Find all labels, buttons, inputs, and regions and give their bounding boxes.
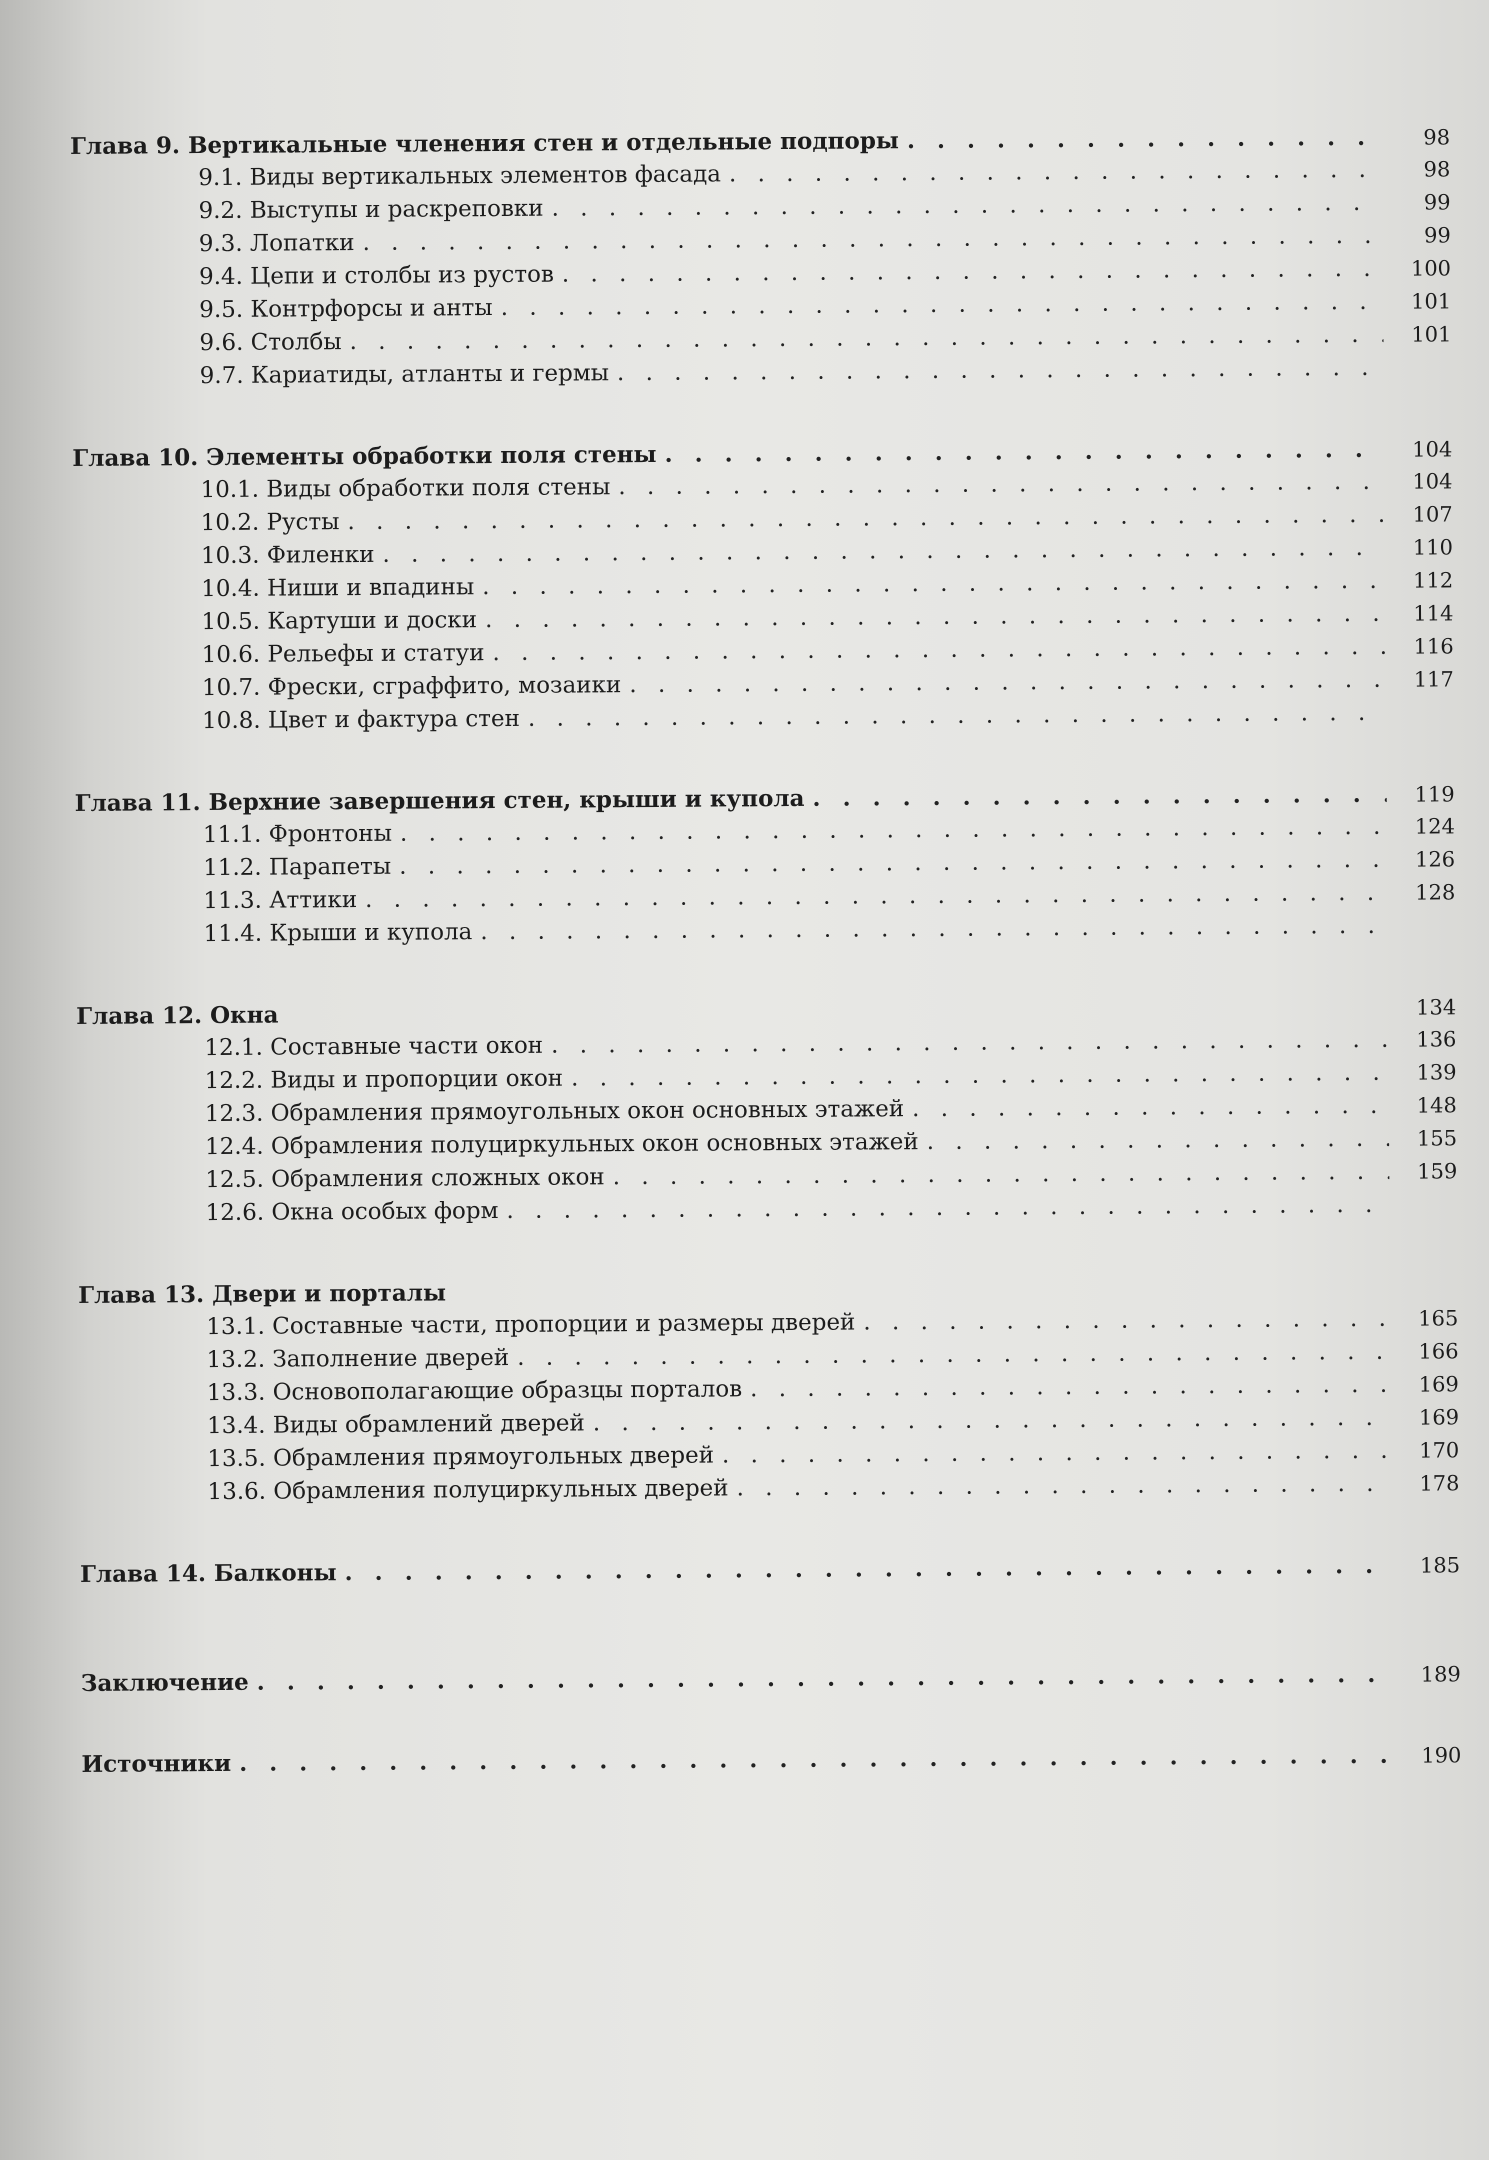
entry-label: 10.7. Фрески, сграффито, мозаики	[201, 672, 622, 702]
dot-leader	[344, 1549, 1392, 1589]
dot-leader	[239, 1739, 1393, 1780]
page-number: 124	[1414, 814, 1455, 839]
dot-leader	[629, 664, 1386, 702]
chapter-heading	[80, 1548, 1460, 1591]
chapter-title: Заключение	[80, 1668, 249, 1697]
dot-leader	[613, 1156, 1390, 1194]
dot-leader	[812, 778, 1386, 815]
entry-label: 9.4. Цепи и столбы из рустов	[198, 261, 554, 291]
chapter-14	[80, 1548, 1460, 1591]
page-number: 101	[1411, 289, 1452, 314]
dot-leader	[722, 1435, 1391, 1473]
page-number: 117	[1413, 667, 1454, 692]
chapter-title: Глава 14. Балконы	[79, 1559, 337, 1588]
page-number: 116	[1413, 634, 1454, 659]
page-number: 148	[1416, 1093, 1457, 1118]
dot-leader	[907, 121, 1382, 157]
page-number: 107	[1412, 502, 1453, 527]
entry-label: 13.6. Обрамления полуциркульных дверей	[207, 1475, 729, 1506]
entry-label: 11.3. Аттики	[203, 887, 358, 915]
page-number: 185	[1419, 1553, 1461, 1578]
dot-leader	[617, 352, 1384, 390]
page-number: 112	[1413, 568, 1454, 593]
page-number: 114	[1413, 601, 1454, 626]
chapter-11	[75, 777, 1456, 952]
page-number: 98	[1423, 125, 1451, 150]
table-of-contents	[70, 120, 1462, 1829]
page-number: 169	[1418, 1405, 1460, 1430]
entry-label: 9.2. Выступы и раскреповки	[198, 195, 544, 225]
chapter-title: Глава 11. Верхние завершения стен, крыши и купола	[74, 784, 805, 817]
page-number: 104	[1412, 437, 1453, 462]
chapter-title: Глава 13. Двери и порталы	[78, 1279, 447, 1309]
entry-label: 9.3. Лопатки	[198, 230, 355, 258]
page-number: 98	[1423, 157, 1451, 182]
page-number: 155	[1416, 1126, 1458, 1151]
page-number: 170	[1419, 1438, 1460, 1463]
entry-label: 12.5. Обрамления сложных окон	[205, 1164, 605, 1194]
entry-label: 13.4. Виды обрамлений дверей	[206, 1410, 585, 1440]
page-number: 134	[1415, 995, 1457, 1020]
entry-label: 9.1. Виды вертикальных элементов фасада	[198, 161, 722, 192]
dot-leader	[863, 1303, 1390, 1340]
page-number: 104	[1412, 469, 1453, 494]
entry-label: 11.2. Парапеты	[203, 853, 392, 882]
page-number: 126	[1414, 847, 1456, 872]
entry-label: 11.4. Крыши и купола	[203, 919, 473, 948]
entry-label: 12.3. Обрамления прямоугольных окон основных этажей	[204, 1096, 905, 1128]
chapter-13	[78, 1269, 1460, 1510]
page-number: 101	[1411, 322, 1452, 347]
dot-leader	[593, 1402, 1391, 1441]
dot-leader	[664, 433, 1384, 471]
page-number: 128	[1415, 880, 1456, 905]
page-number: 166	[1418, 1339, 1459, 1364]
entry-label: 9.5. Контрфорсы и анты	[199, 295, 493, 324]
entry-label: 10.2. Русты	[200, 509, 340, 537]
dot-leader	[528, 697, 1386, 736]
page-number: 99	[1423, 223, 1451, 248]
dot-leader	[257, 1658, 1393, 1699]
chapter-heading	[81, 1738, 1461, 1781]
chapter-title: Источники	[81, 1749, 232, 1778]
entry-label: 10.5. Картуши и доски	[201, 607, 478, 636]
entry-label: 12.6. Окна особых форм	[205, 1198, 499, 1227]
page-number: 100	[1410, 256, 1452, 281]
entry-label: 13.3. Основополагающие образцы порталов	[206, 1376, 743, 1407]
entry-label: 12.4. Обрамления полуциркульных окон основных этажей	[205, 1129, 919, 1161]
dot-leader	[618, 466, 1384, 504]
dot-leader	[480, 910, 1387, 949]
entry-label: 12.2. Виды и пропорции окон	[204, 1065, 564, 1095]
page-number: 159	[1417, 1159, 1458, 1184]
entry-label: 9.7. Кариатиды, атланты и гермы	[199, 360, 610, 390]
chapter-10	[72, 432, 1454, 739]
dot-leader	[729, 154, 1383, 192]
page-number: 169	[1418, 1372, 1459, 1397]
page-number: 189	[1420, 1662, 1461, 1687]
chapter-12	[76, 990, 1458, 1231]
page-number: 165	[1418, 1306, 1459, 1331]
page-number: 110	[1412, 535, 1454, 560]
entry-label: 10.8. Цвет и фактура стен	[202, 705, 520, 735]
entry-label: 13.1. Составные части, пропорции и размеры дверей	[206, 1309, 856, 1341]
dot-leader	[750, 1369, 1391, 1406]
entry-label: 10.1. Виды обработки поля стены	[200, 474, 611, 504]
dot-leader	[506, 1189, 1389, 1228]
chapter-title: Глава 9. Вертикальные членения стен и отдельные подпоры	[70, 127, 900, 160]
page-number: 99	[1423, 190, 1451, 215]
entry-label: 10.4. Ниши и впадины	[201, 574, 475, 603]
chapter-title: Глава 12. Окна	[76, 1001, 279, 1030]
entry-label: 11.1. Фронтоны	[202, 820, 393, 849]
dot-leader	[927, 1123, 1390, 1159]
entry-label: 13.5. Обрамления прямоугольных дверей	[207, 1442, 715, 1473]
chapter-9	[70, 120, 1452, 394]
page-number: 136	[1416, 1027, 1457, 1052]
entry-label: 9.6. Столбы	[199, 329, 342, 357]
dot-leader	[912, 1090, 1389, 1126]
page-number: 178	[1419, 1471, 1460, 1496]
chapter-title: Глава 10. Элементы обработки поля стены	[72, 440, 657, 472]
entry-label: 12.1. Составные части окон	[204, 1032, 544, 1062]
entry-label: 10.6. Рельефы и статуи	[201, 640, 485, 669]
page-number: 190	[1421, 1743, 1462, 1768]
page-number: 119	[1414, 782, 1455, 807]
dot-leader	[736, 1468, 1391, 1506]
sources	[81, 1738, 1461, 1781]
page-number: 139	[1416, 1060, 1457, 1085]
entry-label: 13.2. Заполнение дверей	[206, 1344, 510, 1374]
entry-label: 10.3. Филенки	[200, 541, 375, 570]
